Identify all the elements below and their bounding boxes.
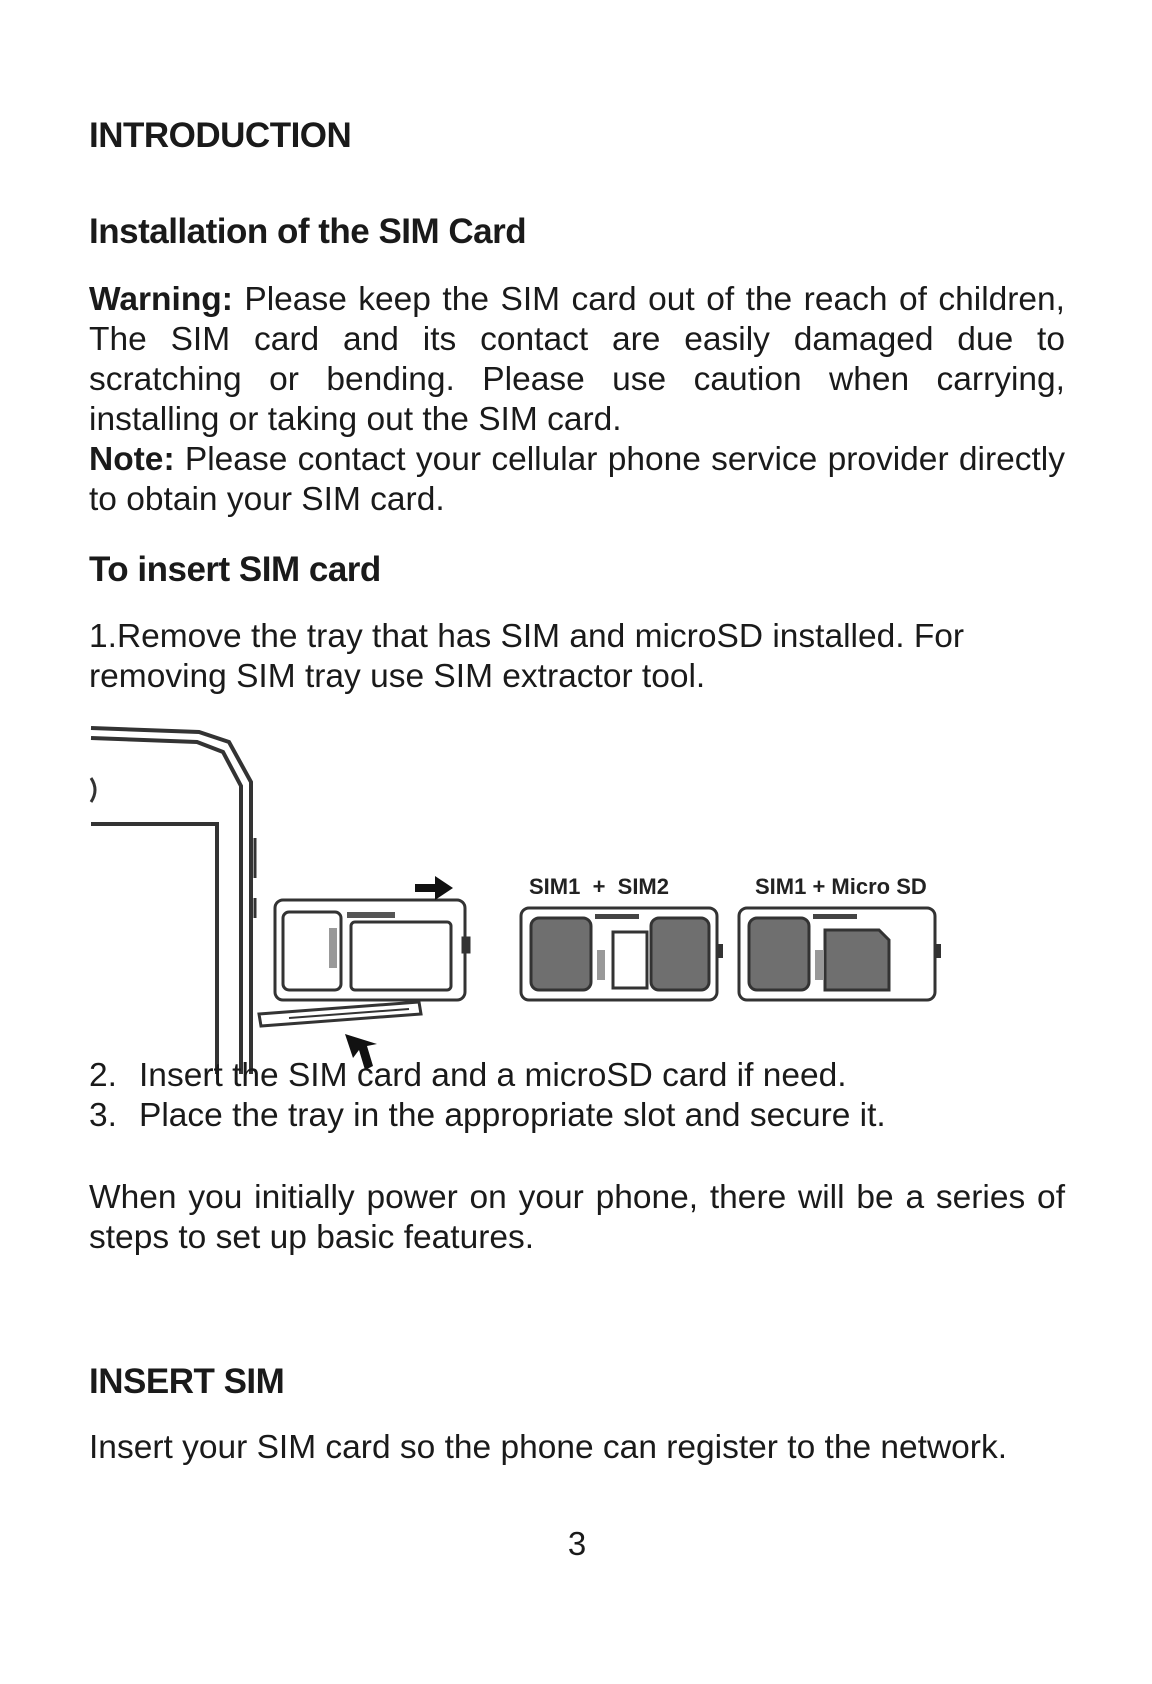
page-number: 3 [567,1525,587,1562]
phone-outline [91,728,255,1074]
step-1: 1.Remove the tray that has SIM and microSD installed. For removing SIM tray use SIM extractor tool. [89,618,965,695]
step-3 [89,1096,886,1136]
power-on-paragraph: When you initially power on your phone, there will be a series of steps to set up basic features. [89,1179,1065,1256]
step-3-text: Place the tray in the appropriate slot and secure it. [139,1097,886,1134]
note-text: Please contact your cellular phone service provider directly to obtain your SIM card. [89,441,1065,518]
insert-heading: To insert SIM card [89,550,381,589]
tray-sim1-sim2 [521,908,723,1000]
tray-sim1-microsd [739,908,941,1000]
note-label: Note: [89,441,175,478]
step-2-number: 2. [89,1057,117,1094]
insert-sim-heading: INSERT SIM [89,1362,285,1401]
insert-sim-paragraph: Insert your SIM card so the phone can register to the network. [89,1429,1007,1466]
warning-text: Please keep the SIM card out of the reach of children, The SIM card and its contact are easily damaged due to scratching or bending. Please use caution when carrying, installing or taking out the SIM card. [89,281,1065,438]
note-paragraph [89,440,1065,520]
section-title: INTRODUCTION [89,116,352,155]
step-2-text: Insert the SIM card and a microSD card if need. [139,1057,847,1094]
tray-out [275,900,469,1000]
figure-label-sim1-sim2: SIM1 + SIM2 [529,874,669,899]
figure-label-sim1-microsd: SIM1 + Micro SD [755,874,927,899]
sim-tray-illustration [89,718,1009,1076]
warning-label: Warning: [89,281,233,318]
step-2 [89,1056,847,1096]
install-heading: Installation of the SIM Card [89,212,527,251]
step-3-number: 3. [89,1097,117,1134]
arrow-right-icon [415,876,453,900]
warning-paragraph [89,280,1065,440]
extractor-tool [259,1002,421,1026]
